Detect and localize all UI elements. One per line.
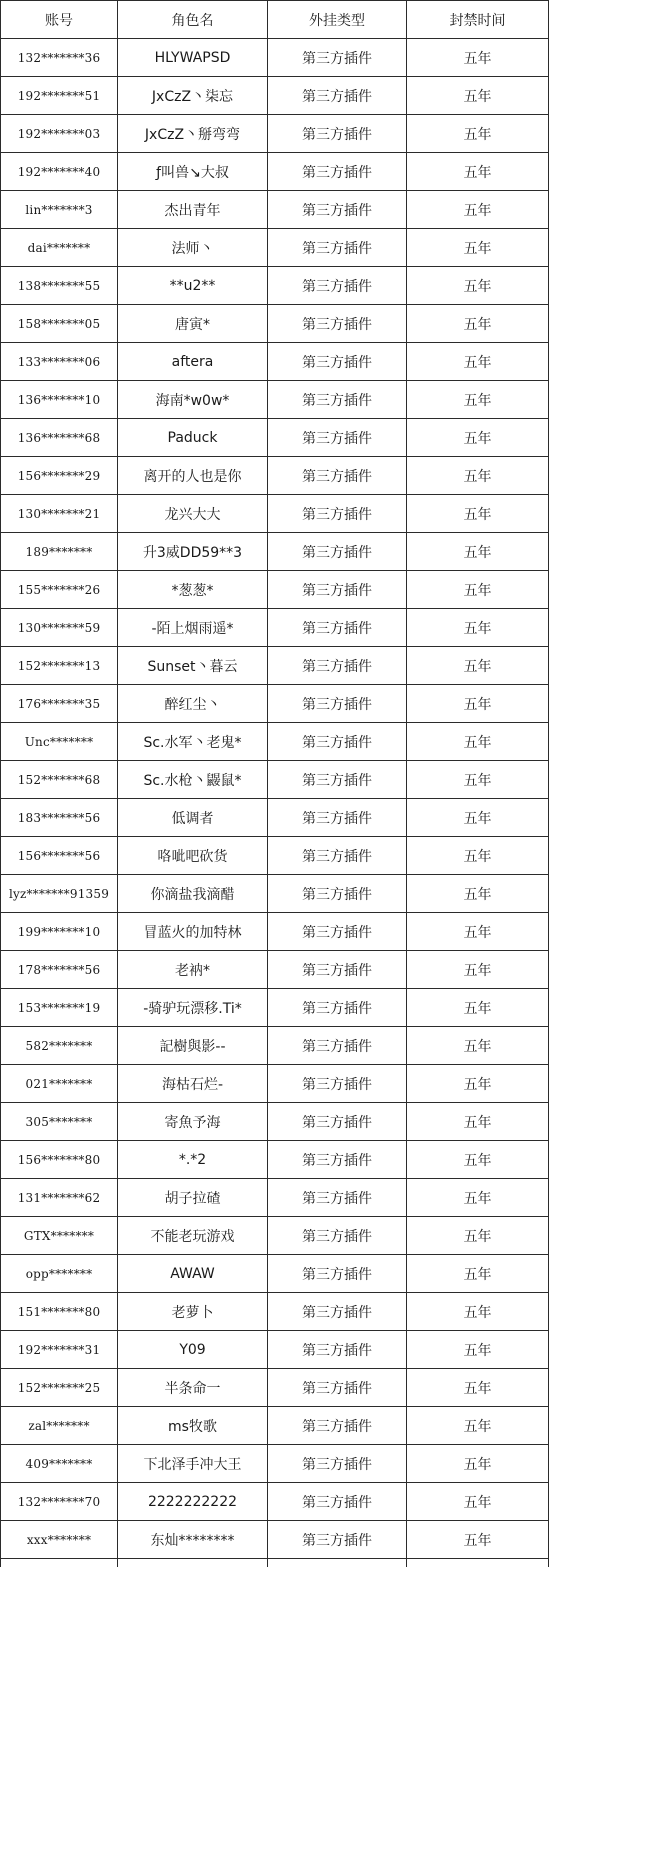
cheat-type-cell: 第三方插件 (268, 799, 407, 837)
cheat-type-cell: 第三方插件 (268, 191, 407, 229)
cheat-type-cell: 第三方插件 (268, 343, 407, 381)
account-cell: 192*******31 (1, 1331, 118, 1369)
header-ban-duration: 封禁时间 (407, 1, 549, 39)
account-cell: 178*******56 (1, 951, 118, 989)
empty-cell (118, 1559, 268, 1568)
account-cell: lin*******3 (1, 191, 118, 229)
ban-duration-cell: 五年 (407, 609, 549, 647)
cheat-type-cell: 第三方插件 (268, 837, 407, 875)
empty-cell (1, 1559, 118, 1568)
table-row (1, 685, 549, 723)
table-row (1, 723, 549, 761)
ban-duration-cell: 五年 (407, 1483, 549, 1521)
table-row (1, 1407, 549, 1445)
account-cell: 130*******21 (1, 495, 118, 533)
empty-cell (407, 1559, 549, 1568)
cheat-type-cell: 第三方插件 (268, 1255, 407, 1293)
table-row (1, 571, 549, 609)
account-cell: opp******* (1, 1255, 118, 1293)
ban-duration-cell: 五年 (407, 761, 549, 799)
account-cell: 305******* (1, 1103, 118, 1141)
character-name-cell: 咯呲吧砍货 (118, 837, 268, 875)
character-name-cell: Sunset丶暮云 (118, 647, 268, 685)
table-body (1, 39, 549, 1568)
table-row (1, 305, 549, 343)
cheat-type-cell: 第三方插件 (268, 533, 407, 571)
ban-duration-cell: 五年 (407, 115, 549, 153)
cheat-type-cell: 第三方插件 (268, 457, 407, 495)
account-cell: dai******* (1, 229, 118, 267)
account-cell: 152*******13 (1, 647, 118, 685)
table-row (1, 951, 549, 989)
table-row (1, 609, 549, 647)
table-header (1, 1, 549, 39)
table-row (1, 1217, 549, 1255)
table-row (1, 1065, 549, 1103)
cheat-type-cell: 第三方插件 (268, 761, 407, 799)
account-cell: 136*******10 (1, 381, 118, 419)
table-row (1, 1027, 549, 1065)
ban-duration-cell: 五年 (407, 1407, 549, 1445)
account-cell: 409******* (1, 1445, 118, 1483)
character-name-cell: aftera (118, 343, 268, 381)
table-row (1, 229, 549, 267)
account-cell: Unc******* (1, 723, 118, 761)
account-cell: 130*******59 (1, 609, 118, 647)
cheat-type-cell: 第三方插件 (268, 1217, 407, 1255)
character-name-cell: Paduck (118, 419, 268, 457)
account-cell: 152*******25 (1, 1369, 118, 1407)
table-row (1, 495, 549, 533)
character-name-cell: 升3威DD59**3 (118, 533, 268, 571)
table-row (1, 153, 549, 191)
cheat-type-cell: 第三方插件 (268, 229, 407, 267)
account-cell: 155*******26 (1, 571, 118, 609)
account-cell: 192*******51 (1, 77, 118, 115)
table-row (1, 267, 549, 305)
header-account: 账号 (1, 1, 118, 39)
character-name-cell: 記樹與影-- (118, 1027, 268, 1065)
cheat-type-cell: 第三方插件 (268, 1331, 407, 1369)
cheat-type-cell: 第三方插件 (268, 1141, 407, 1179)
cheat-type-cell: 第三方插件 (268, 1483, 407, 1521)
table-row (1, 1103, 549, 1141)
character-name-cell: 下北泽手冲大王 (118, 1445, 268, 1483)
character-name-cell: -陌上烟雨遥* (118, 609, 268, 647)
cheat-type-cell: 第三方插件 (268, 685, 407, 723)
header-character-name: 角色名 (118, 1, 268, 39)
account-cell: 199*******10 (1, 913, 118, 951)
ban-duration-cell: 五年 (407, 1179, 549, 1217)
cheat-type-cell: 第三方插件 (268, 381, 407, 419)
table-row (1, 1179, 549, 1217)
table-row (1, 989, 549, 1027)
cheat-type-cell: 第三方插件 (268, 609, 407, 647)
table-row (1, 39, 549, 77)
account-cell: 156*******80 (1, 1141, 118, 1179)
table-row (1, 1521, 549, 1559)
ban-duration-cell: 五年 (407, 267, 549, 305)
ban-duration-cell: 五年 (407, 913, 549, 951)
character-name-cell: Y09 (118, 1331, 268, 1369)
ban-duration-cell: 五年 (407, 305, 549, 343)
account-cell: 582******* (1, 1027, 118, 1065)
account-cell: 132*******36 (1, 39, 118, 77)
table-row (1, 1141, 549, 1179)
account-cell: 133*******06 (1, 343, 118, 381)
character-name-cell: 半条命一 (118, 1369, 268, 1407)
table-row-partial (1, 1559, 549, 1568)
ban-duration-cell: 五年 (407, 457, 549, 495)
character-name-cell: 2222222222 (118, 1483, 268, 1521)
character-name-cell: 东灿******** (118, 1521, 268, 1559)
character-name-cell: 龙兴大大 (118, 495, 268, 533)
character-name-cell: 法师丶 (118, 229, 268, 267)
ban-duration-cell: 五年 (407, 1065, 549, 1103)
character-name-cell: 胡子拉碴 (118, 1179, 268, 1217)
ban-duration-cell: 五年 (407, 1293, 549, 1331)
account-cell: 156*******56 (1, 837, 118, 875)
character-name-cell: ms牧歌 (118, 1407, 268, 1445)
character-name-cell: 海枯石烂- (118, 1065, 268, 1103)
account-cell: lyz*******91359 (1, 875, 118, 913)
ban-duration-cell: 五年 (407, 875, 549, 913)
ban-duration-cell: 五年 (407, 837, 549, 875)
ban-duration-cell: 五年 (407, 39, 549, 77)
table-row (1, 1293, 549, 1331)
ban-duration-cell: 五年 (407, 419, 549, 457)
cheat-type-cell: 第三方插件 (268, 647, 407, 685)
account-cell: 136*******68 (1, 419, 118, 457)
character-name-cell: Sc.水枪丶鼹鼠* (118, 761, 268, 799)
cheat-type-cell: 第三方插件 (268, 1445, 407, 1483)
character-name-cell: 寄魚予海 (118, 1103, 268, 1141)
ban-duration-cell: 五年 (407, 1217, 549, 1255)
cheat-type-cell: 第三方插件 (268, 1065, 407, 1103)
account-cell: 189******* (1, 533, 118, 571)
cheat-type-cell: 第三方插件 (268, 571, 407, 609)
account-cell: GTX******* (1, 1217, 118, 1255)
table-row (1, 837, 549, 875)
cheat-type-cell: 第三方插件 (268, 1103, 407, 1141)
table-row (1, 1331, 549, 1369)
ban-duration-cell: 五年 (407, 1103, 549, 1141)
account-cell: 131*******62 (1, 1179, 118, 1217)
cheat-type-cell: 第三方插件 (268, 77, 407, 115)
cheat-type-cell: 第三方插件 (268, 1027, 407, 1065)
character-name-cell: 老衲* (118, 951, 268, 989)
header-row (1, 1, 549, 39)
cheat-type-cell: 第三方插件 (268, 951, 407, 989)
ban-duration-cell: 五年 (407, 571, 549, 609)
ban-duration-cell: 五年 (407, 153, 549, 191)
account-cell: 156*******29 (1, 457, 118, 495)
character-name-cell: AWAW (118, 1255, 268, 1293)
table-row (1, 77, 549, 115)
ban-duration-cell: 五年 (407, 381, 549, 419)
table-row (1, 761, 549, 799)
cheat-type-cell: 第三方插件 (268, 39, 407, 77)
character-name-cell: 冒蓝火的加特林 (118, 913, 268, 951)
ban-duration-cell: 五年 (407, 1255, 549, 1293)
cheat-type-cell: 第三方插件 (268, 723, 407, 761)
header-cheat-type: 外挂类型 (268, 1, 407, 39)
table-row (1, 191, 549, 229)
account-cell: 138*******55 (1, 267, 118, 305)
table-row (1, 647, 549, 685)
ban-duration-cell: 五年 (407, 191, 549, 229)
table-row (1, 381, 549, 419)
character-name-cell: 离开的人也是你 (118, 457, 268, 495)
character-name-cell: 你滴盐我滴醋 (118, 875, 268, 913)
cheat-type-cell: 第三方插件 (268, 1293, 407, 1331)
ban-duration-cell: 五年 (407, 343, 549, 381)
table-row (1, 343, 549, 381)
character-name-cell: 杰出青年 (118, 191, 268, 229)
ban-duration-cell: 五年 (407, 1445, 549, 1483)
table-row (1, 799, 549, 837)
character-name-cell: JxCzZ丶掰弯弯 (118, 115, 268, 153)
ban-duration-cell: 五年 (407, 1027, 549, 1065)
table-row (1, 533, 549, 571)
cheat-type-cell: 第三方插件 (268, 115, 407, 153)
ban-duration-cell: 五年 (407, 685, 549, 723)
ban-duration-cell: 五年 (407, 1521, 549, 1559)
character-name-cell: -骑驴玩漂移.Ti* (118, 989, 268, 1027)
character-name-cell: JxCzZ丶柒忘 (118, 77, 268, 115)
character-name-cell: *葱葱* (118, 571, 268, 609)
table-row (1, 913, 549, 951)
character-name-cell: 醉红尘丶 (118, 685, 268, 723)
account-cell: 192*******03 (1, 115, 118, 153)
ban-duration-cell: 五年 (407, 799, 549, 837)
table-row (1, 457, 549, 495)
character-name-cell: 海南*w0w* (118, 381, 268, 419)
character-name-cell: *.*2 (118, 1141, 268, 1179)
ban-duration-cell: 五年 (407, 77, 549, 115)
cheat-type-cell: 第三方插件 (268, 989, 407, 1027)
ban-duration-cell: 五年 (407, 1331, 549, 1369)
cheat-type-cell: 第三方插件 (268, 1369, 407, 1407)
cheat-type-cell: 第三方插件 (268, 1407, 407, 1445)
account-cell: xxx******* (1, 1521, 118, 1559)
cheat-type-cell: 第三方插件 (268, 267, 407, 305)
ban-duration-cell: 五年 (407, 533, 549, 571)
account-cell: 176*******35 (1, 685, 118, 723)
table-row (1, 115, 549, 153)
cheat-type-cell: 第三方插件 (268, 305, 407, 343)
table-row (1, 419, 549, 457)
character-name-cell: 低调者 (118, 799, 268, 837)
ban-duration-cell: 五年 (407, 723, 549, 761)
ban-duration-cell: 五年 (407, 1141, 549, 1179)
account-cell: 132*******70 (1, 1483, 118, 1521)
character-name-cell: Sc.水军丶老鬼* (118, 723, 268, 761)
ban-duration-cell: 五年 (407, 495, 549, 533)
account-cell: 151*******80 (1, 1293, 118, 1331)
ban-duration-cell: 五年 (407, 647, 549, 685)
cheat-type-cell: 第三方插件 (268, 419, 407, 457)
character-name-cell: 唐寅* (118, 305, 268, 343)
ban-duration-cell: 五年 (407, 989, 549, 1027)
character-name-cell: 不能老玩游戏 (118, 1217, 268, 1255)
character-name-cell: HLYWAPSD (118, 39, 268, 77)
cheat-type-cell: 第三方插件 (268, 1521, 407, 1559)
cheat-type-cell: 第三方插件 (268, 913, 407, 951)
account-cell: 183*******56 (1, 799, 118, 837)
character-name-cell: **u2** (118, 267, 268, 305)
table-row (1, 1255, 549, 1293)
account-cell: 192*******40 (1, 153, 118, 191)
ban-duration-cell: 五年 (407, 229, 549, 267)
table-row (1, 1369, 549, 1407)
account-cell: 021******* (1, 1065, 118, 1103)
table-row (1, 1445, 549, 1483)
account-cell: zal******* (1, 1407, 118, 1445)
ban-duration-cell: 五年 (407, 1369, 549, 1407)
account-cell: 153*******19 (1, 989, 118, 1027)
ban-duration-cell: 五年 (407, 951, 549, 989)
character-name-cell: ƒ叫兽↘大叔 (118, 153, 268, 191)
empty-cell (268, 1559, 407, 1568)
table-row (1, 1483, 549, 1521)
cheat-type-cell: 第三方插件 (268, 153, 407, 191)
table-row (1, 875, 549, 913)
cheat-type-cell: 第三方插件 (268, 875, 407, 913)
account-cell: 152*******68 (1, 761, 118, 799)
cheat-type-cell: 第三方插件 (268, 1179, 407, 1217)
character-name-cell: 老萝卜 (118, 1293, 268, 1331)
account-cell: 158*******05 (1, 305, 118, 343)
cheat-type-cell: 第三方插件 (268, 495, 407, 533)
